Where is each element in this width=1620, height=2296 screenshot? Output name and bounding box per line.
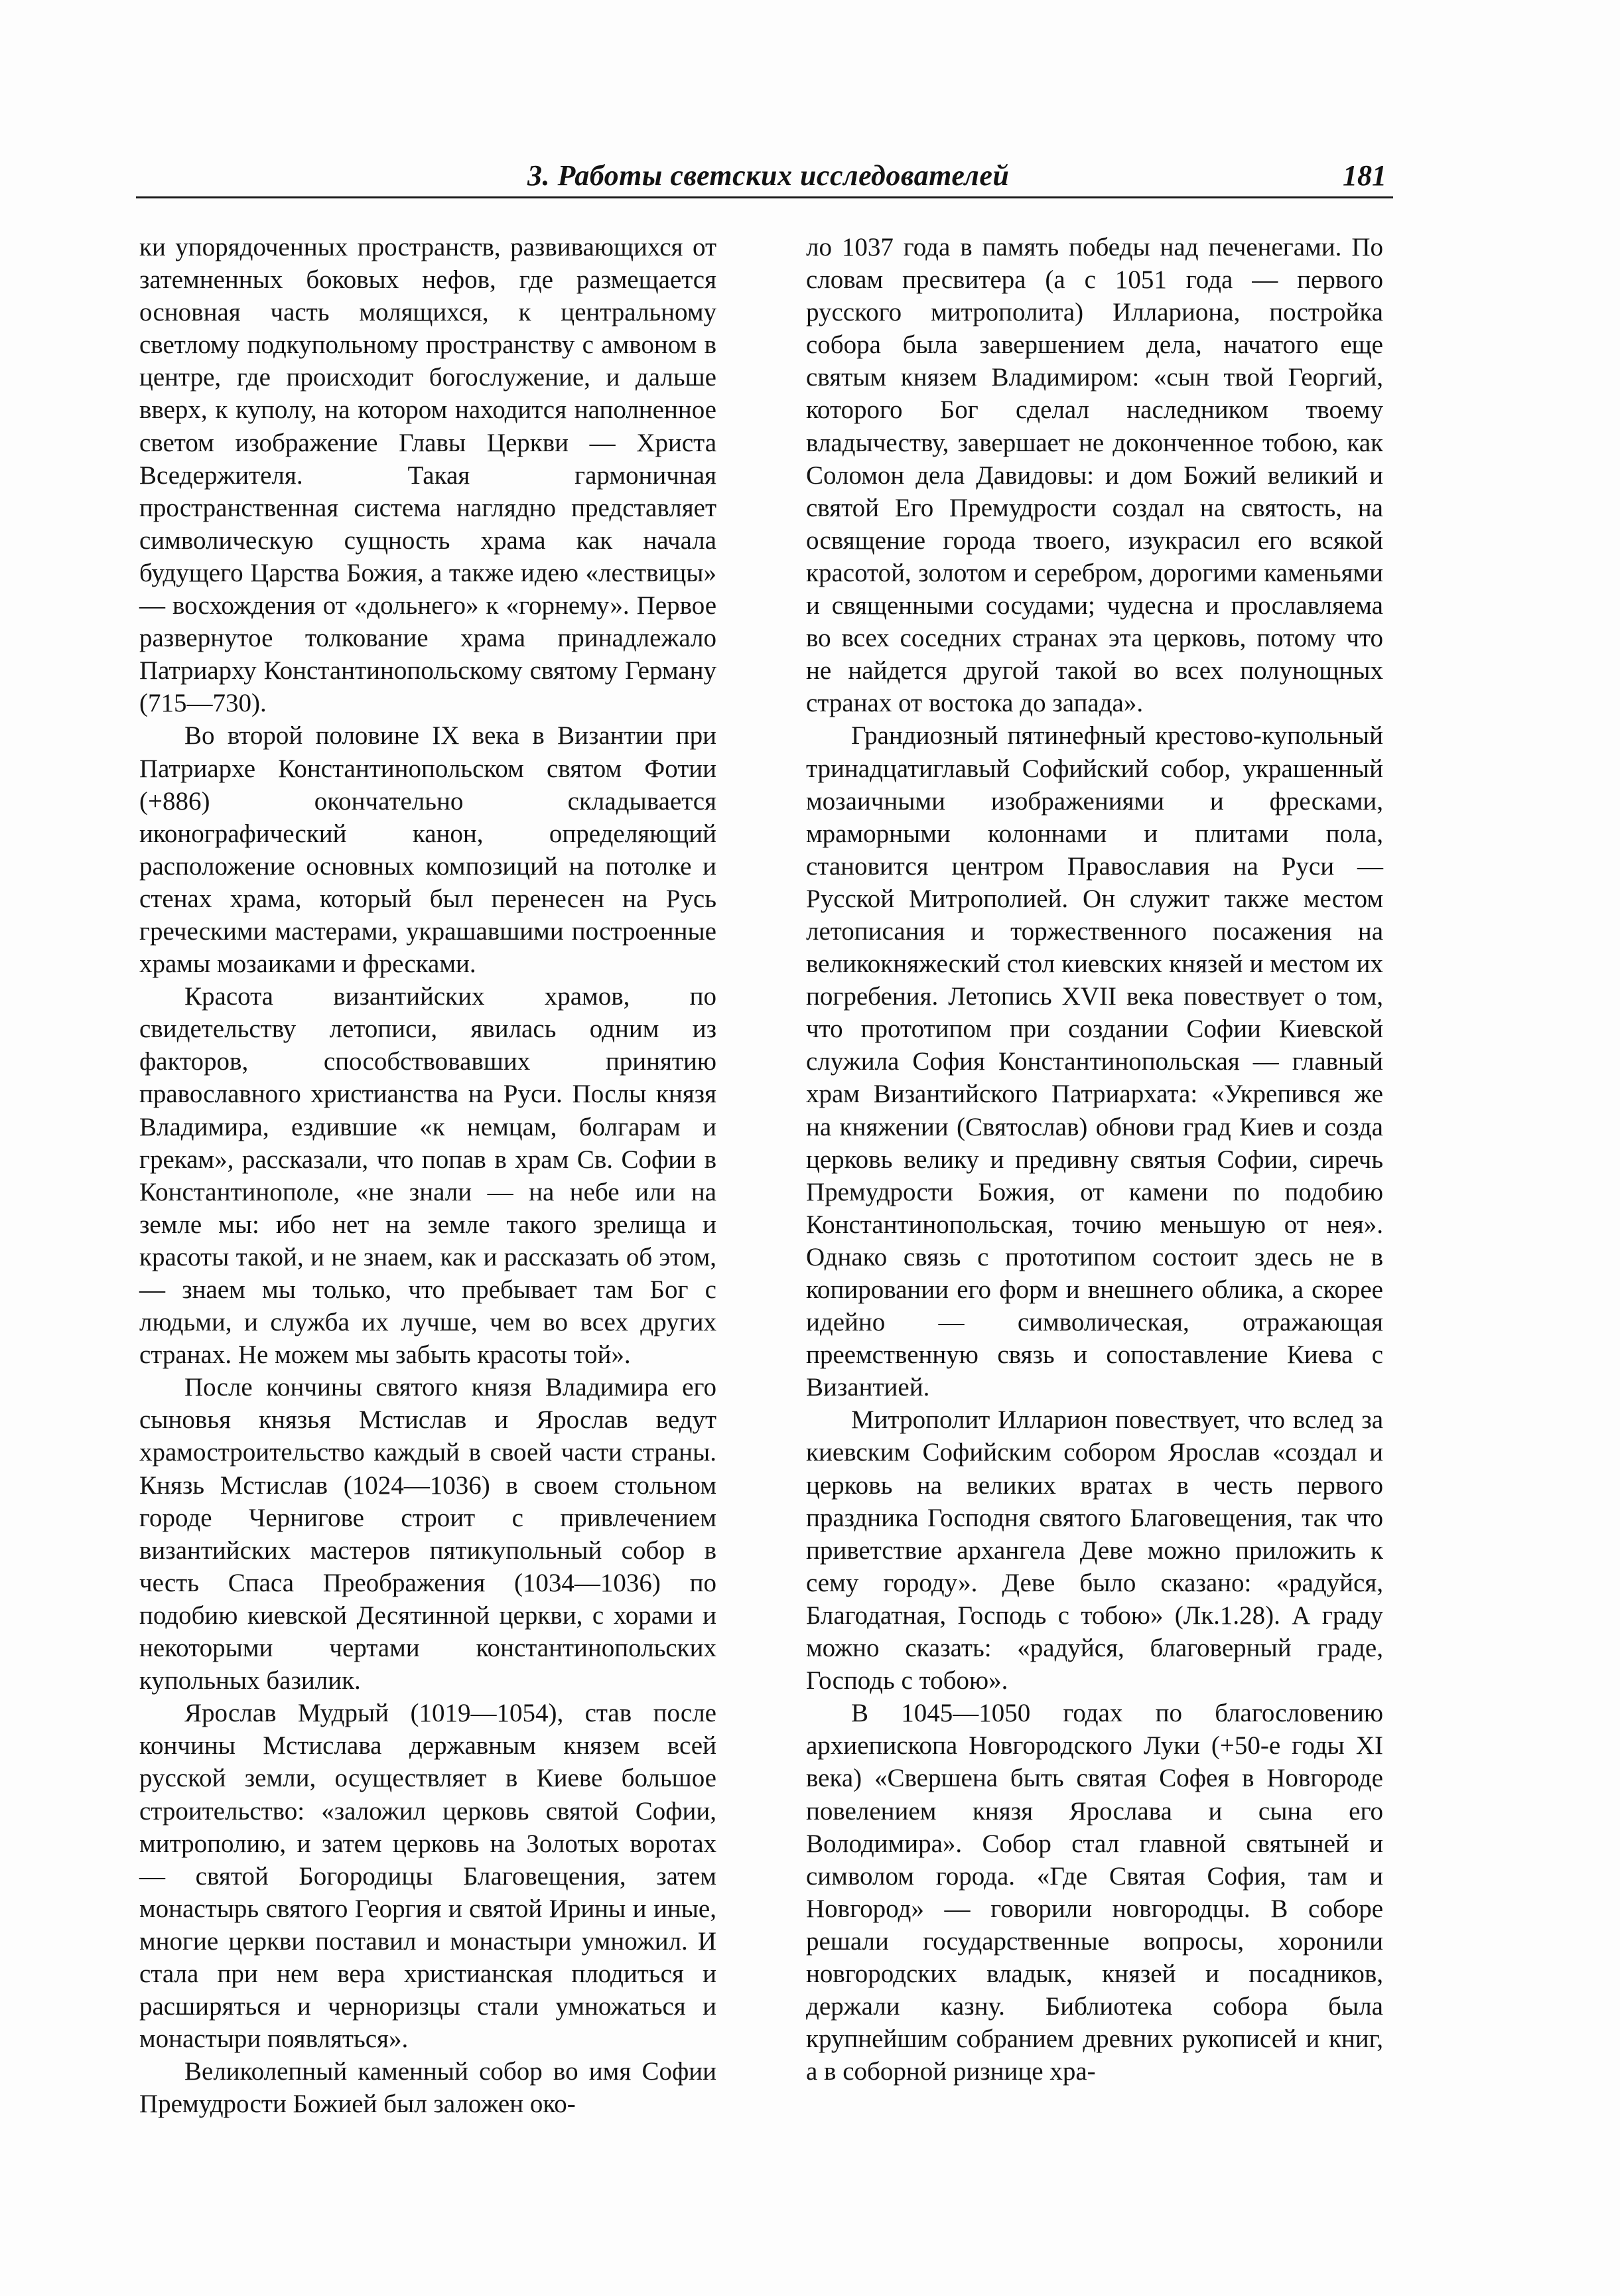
paragraph: Ярослав Мудрый (1019—1054), став после кончины Мстислава державным князем всей русской земли, осуществляет в Киеве большое строительство: «заложил церковь святой Софии, митрополию, и затем церковь на Золотых воротах — святой Богородицы Благовещения, затем монастырь святого Георгия и святой Ирины и иные, многие церкви поставил и монастыри умножил. И стала при нем вера христианская плодиться и расширяться и черноризцы стали умножаться и монастыри появляться». [139,1699,716,2054]
page-number: 181 [1343,159,1386,192]
paragraph: В 1045—1050 годах по благословению архиепископа Новгородского Луки (+50-е годы XI века) «Свершена быть святая Софея в Новгороде повелением князя Ярослава и сына его Володимира». Собор стал главной святыней и символом города. «Где Святая София, там и Новгород» — говорили новгородцы. В соборе решали государственные вопросы, хоронили новгородских владык, князей и посадников, держали казну. Библиотека собора была крупнейшим собранием древних рукописей и книг, а в соборной ризнице хра- [806,1699,1383,2086]
paragraph: ки упорядоченных пространств, развивающихся от затемненных боковых нефов, где размещается основная часть молящихся, к центральному светлому подкупольному пространству с амвоном в центре, где происходит богослужение, и дальше вверх, к куполу, на котором находится наполненное светом изображение Главы Церкви — Христа Вседержителя. Такая гармоничная пространственная система наглядно представляет символическую сущность храма как начала будущего Царства Божия, а также идею «лествицы» — восхождения от «дольнего» к «горнему». Первое развернутое толкование храма принадлежало Патриарху Константинопольскому святому Герману (715—730). [139,233,716,718]
paragraph: Великолепный каменный собор во имя Софии Премудрости Божией был заложен око- [139,2057,716,2119]
paragraph: Грандиозный пятинефный крестово-купольный тринадцатиглавый Софийский собор, украшенный мозаичными изображениями и фресками, мраморными колоннами и плитами пола, становится центром Православия на Руси — Русской Митрополией. Он служит также местом летописания и торжественного посажения на великокняжеский стол киевских князей и местом их погребения. Летопись XVII века повествует о том, что прототипом при создании Софии Киевской служила София Константинопольская — главный храм Византийского Патриархата: «Укрепився же на княжении (Святослав) обнови град Киев и созда церковь велику и предивну святыя Софии, сиречь Премудрости Божия, от камени по подобию Константинопольская, точию меньшую от нея». Однако связь с прототипом состоит здесь не в копировании его форм и внешнего облика, а скорее идейно — символическая, отражающая преемственную связь и сопоставление Киева с Византией. [806,721,1383,1402]
paragraph: После кончины святого князя Владимира его сыновья князья Мстислав и Ярослав ведут храмостроительство каждый в своей части страны. Князь Мстислав (1024—1036) в своем стольном городе Чернигове строит с привлечением византийских мастеров пятикупольный собор в честь Спаса Преображения (1034—1036) по подобию киевской Десятинной церкви, с хорами и некоторыми чертами константинопольских купольных базилик. [139,1373,716,1695]
paragraph: Митрополит Илларион повествует, что вслед за киевским Софийским собором Ярослав «создал и церковь на великих вратах в честь первого праздника Господня святого Благовещения, так что приветствие архангела Деве можно приложить к сему городу». Деве было сказано: «радуйся, Благодатная, Господь с тобою» (Лк.1.28). А граду можно сказать: «радуйся, благоверный граде, Господь с тобою». [806,1405,1383,1695]
paragraph: Красота византийских храмов, по свидетельству летописи, явилась одним из факторов, способствовавших принятию православного христианства на Руси. Послы князя Владимира, ездившие «к немцам, болгарам и грекам», рассказали, что попав в храм Св. Софии в Константинополе, «не знали — на небе или на земле мы: ибо нет на земле такого зрелища и красоты такой, и не знаем, как и рассказать об этом, — знаем мы только, что пребывает там Бог с людьми, и служба их лучше, чем во всех других странах. Не можем мы забыть красоты той». [139,982,716,1370]
paragraph: ло 1037 года в память победы над печенегами. По словам пресвитера (а с 1051 года — первого русского митрополита) Иллариона, постройка собора была завершением дела, начатого еще святым князем Владимиром: «сын твой Георгий, которого Бог сделал наследником твоему владычеству, завершает не доконченное тобою, как Соломон дела Давидовы: и дом Божий великий и святой Его Премудрости создал на святость, на освящение города твоего, изукрасил его всякой красотой, золотом и серебром, дорогими каменьями и священными сосудами; чудесна и прославляема во всех соседних странах эта церковь, потому что не найдется другой такой во всех полунощных странах от востока до запада». [806,233,1383,718]
running-header [136,150,1393,198]
text-column-left [139,231,716,2120]
running-title: 3. Работы светских исследователей [527,159,1010,192]
text-column-right [806,231,1383,2088]
paragraph: Во второй половине IX века в Византии при Патриархе Константинопольском святом Фотии (+886) окончательно складывается иконографический канон, определяющий расположение основных композиций на потолке и стенах храма, который был перенесен на Русь греческими мастерами, украшавшими построенные храмы мозаиками и фресками. [139,721,716,979]
